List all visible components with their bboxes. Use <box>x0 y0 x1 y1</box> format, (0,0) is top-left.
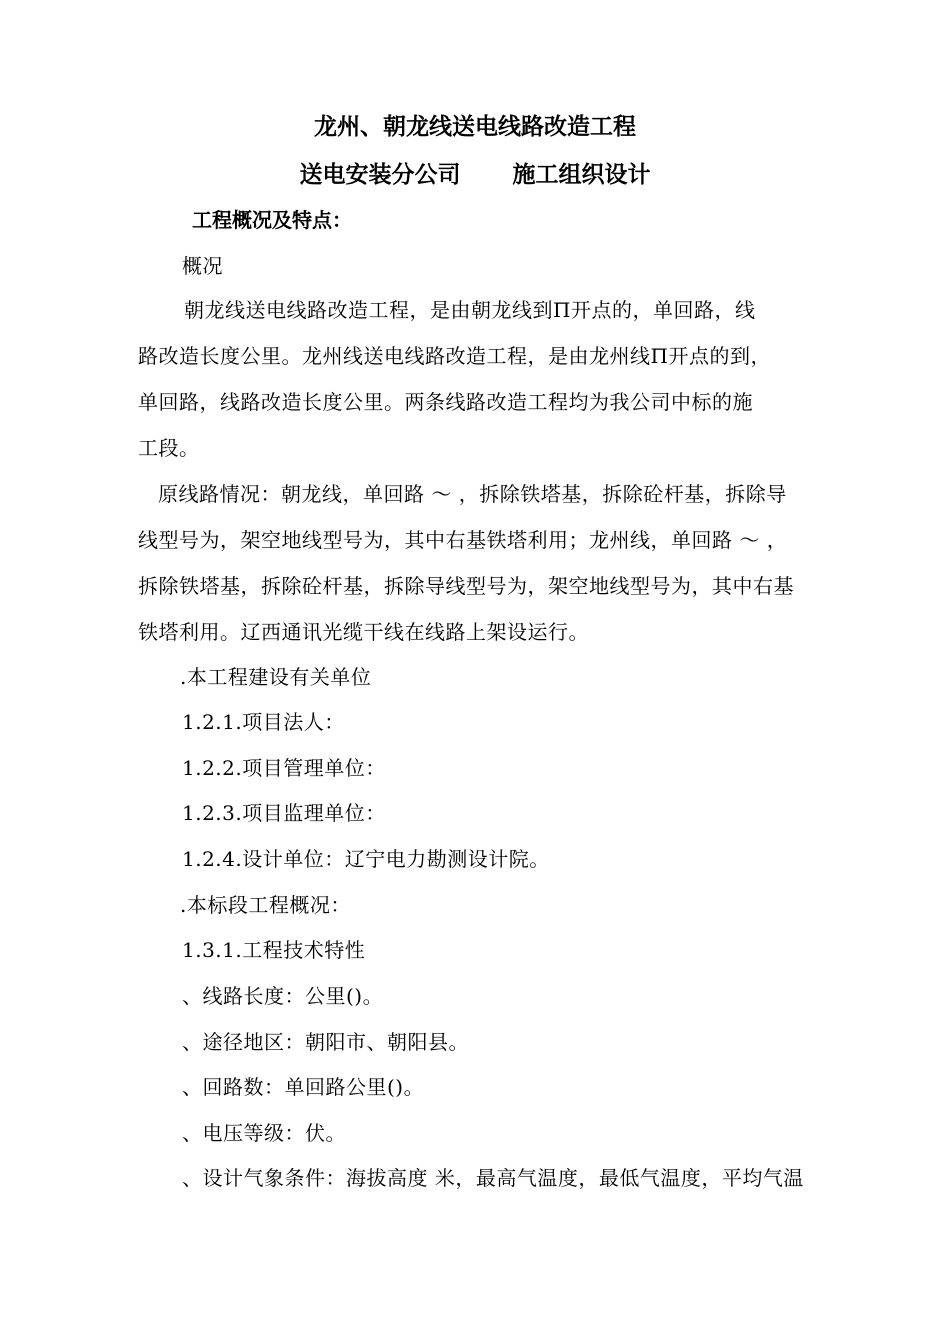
list-item: 、电压等级：伏。 <box>182 1121 346 1145</box>
paragraph-line: 路改造长度公里。龙州线送电线路改造工程，是由龙州线Π开点的到， <box>138 344 771 368</box>
list-item: 、回路数：单回路公里()。 <box>182 1075 425 1099</box>
paragraph-line: 铁塔利用。辽西通讯光缆干线在线路上架设运行。 <box>138 620 589 644</box>
paragraph-line: 单回路，线路改造长度公里。两条线路改造工程均为我公司中标的施 <box>138 390 753 414</box>
list-item: 、设计气象条件：海拔高度 米，最高气温度，最低气温度，平均气温 <box>182 1166 804 1190</box>
paragraph-line: 原线路情况：朝龙线，单回路 ～ ，拆除铁塔基，拆除砼杆基，拆除导 <box>158 482 787 506</box>
document-subtitle <box>0 160 950 190</box>
subtitle-company: 送电安装分公司 <box>299 161 461 188</box>
list-item: 1.2.1.项目法人： <box>182 710 345 734</box>
list-item: 1.2.4.设计单位：辽宁电力勘测设计院。 <box>182 847 550 871</box>
list-item: .本工程建设有关单位 <box>180 665 372 689</box>
list-item: 、途径地区：朝阳市、朝阳县。 <box>182 1030 469 1054</box>
list-item: 1.2.3.项目监理单位： <box>182 801 386 825</box>
document-title: 龙州、朝龙线送电线路改造工程 <box>314 113 636 140</box>
subheading-overview: 概况 <box>182 254 223 278</box>
paragraph-line: 工段。 <box>138 436 200 460</box>
list-item: 、线路长度：公里()。 <box>182 984 384 1008</box>
subtitle-doc-type: 施工组织设计 <box>512 161 651 188</box>
section-heading: 工程概况及特点： <box>192 208 352 232</box>
paragraph-line: 拆除铁塔基，拆除砼杆基，拆除导线型号为，架空地线型号为，其中右基 <box>138 574 794 598</box>
list-item: .本标段工程概况： <box>180 893 351 917</box>
list-item: 1.3.1.工程技术特性 <box>182 938 366 962</box>
paragraph-line: 朝龙线送电线路改造工程，是由朝龙线到Π开点的，单回路，线 <box>184 298 756 322</box>
paragraph-line: 线型号为，架空地线型号为，其中右基铁塔利用；龙州线，单回路 ～ ， <box>138 528 788 552</box>
list-item: 1.2.2.项目管理单位： <box>182 756 386 780</box>
